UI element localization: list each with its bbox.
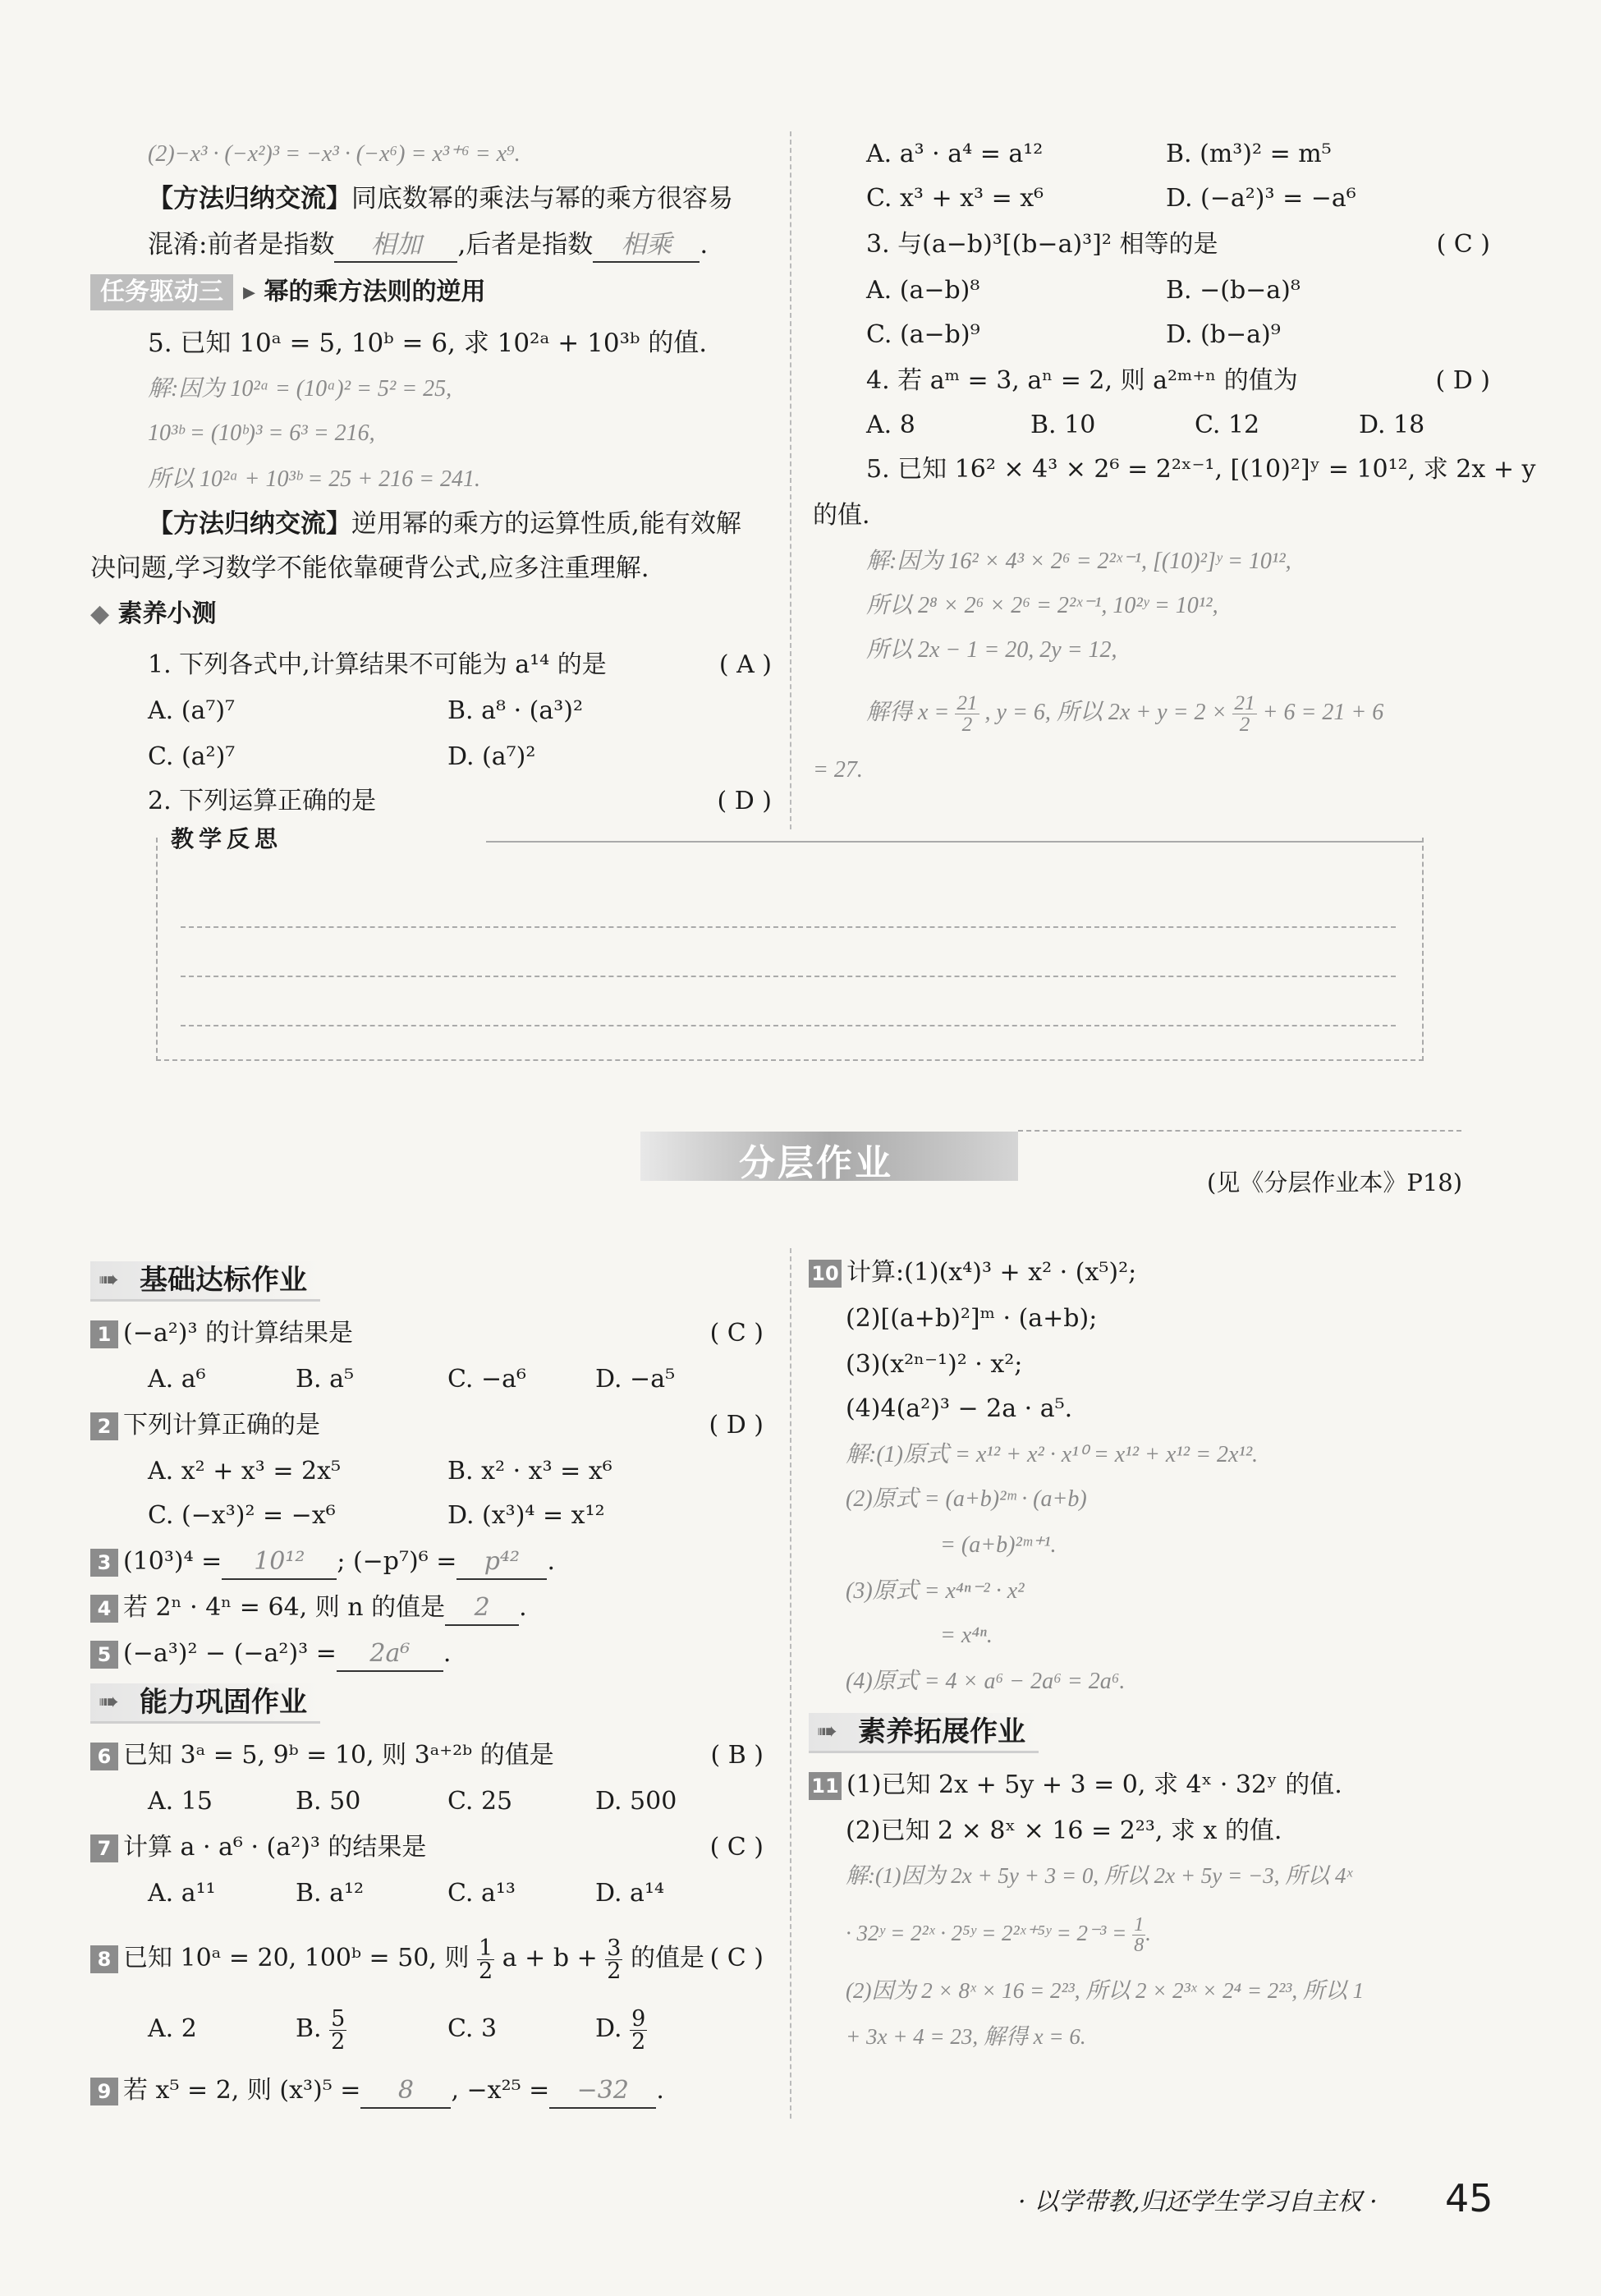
q6-option-b: B. 50 <box>296 1787 361 1816</box>
quiz5-sol2: 所以 2⁸ × 2⁶ × 2⁶ = 2²ˣ⁻¹, 10²ʸ = 10¹², <box>866 593 1218 618</box>
frac-num: 5 <box>331 2005 346 2032</box>
q2-row <box>90 1409 764 1445</box>
quiz3-option-b: B. −(b−a)⁸ <box>1166 276 1301 305</box>
number-badge-10: 10 <box>809 1260 842 1288</box>
quiz1-option-d: D. (a⁷)² <box>447 742 536 771</box>
method1-text-d: . <box>700 230 709 259</box>
q5-row <box>90 1637 451 1672</box>
q4-row <box>90 1591 527 1626</box>
q7-option-a: A. a¹¹ <box>148 1879 216 1908</box>
fraction-3-2 <box>605 1937 622 1982</box>
q3-text-b: ; (−p⁷)⁶ = <box>337 1547 457 1576</box>
quiz1-row <box>148 649 772 685</box>
frac-num: 9 <box>631 2005 646 2032</box>
q7-option-b: B. a¹² <box>296 1879 365 1908</box>
quiz5-sol4-c: + 6 = 21 + 6 <box>1262 700 1384 725</box>
quiz2-text: 2. 下列运算正确的是 <box>148 787 377 815</box>
quiz1-option-b: B. a⁸ · (a³)² <box>447 696 583 725</box>
quiz2-option-b: B. (m³)² = m⁵ <box>1166 140 1332 168</box>
task3-heading <box>90 274 486 310</box>
quiz4-options <box>866 409 1490 445</box>
quiz1-option-a: A. (a⁷)⁷ <box>148 696 236 725</box>
number-badge-4: 4 <box>90 1595 118 1623</box>
q6-answer: ( B ) <box>710 1741 764 1770</box>
number-badge-6: 6 <box>90 1743 118 1770</box>
q9-text-a: 若 x⁵ = 2, 则 (x³)⁵ = <box>123 2076 361 2105</box>
q2-options-1 <box>148 1455 772 1491</box>
reflection-top-rule <box>486 841 1422 843</box>
q9-row <box>90 2074 664 2109</box>
q2-option-b: B. x² · x³ = x⁶ <box>447 1457 612 1486</box>
frac-num: 1 <box>479 1935 493 1961</box>
q11-row <box>809 1769 1342 1802</box>
q2-option-d: D. (x³)⁴ = x¹² <box>447 1501 605 1530</box>
q3-blank-2: p⁴² <box>456 1545 547 1580</box>
frac-num: 3 <box>607 1935 622 1961</box>
q3-text-a: (10³)⁴ = <box>123 1547 222 1576</box>
q8-option-d <box>595 2000 647 2058</box>
q8-answer: ( C ) <box>709 1944 764 1972</box>
q8-option-c: C. 3 <box>447 2014 498 2043</box>
q5-text: 5. 已知 10ᵃ = 5, 10ᵇ = 6, 求 10²ᵃ + 10³ᵇ 的值. <box>148 328 708 358</box>
frac-num: 1 <box>1134 1913 1145 1936</box>
reflection-box <box>156 825 1424 1061</box>
q7-option-c: C. a¹³ <box>447 1879 516 1908</box>
pencil-arrow-icon: ➠ <box>99 1265 120 1294</box>
q4-text-a: 若 2ⁿ · 4ⁿ = 64, 则 n 的值是 <box>123 1593 446 1622</box>
method2-text-a: 逆用幂的乘方的运算性质,能有效解 <box>351 509 741 539</box>
q2-option-c: C. (−x³)² = −x⁶ <box>148 1501 336 1530</box>
q7-options <box>148 1877 772 1913</box>
number-badge-8: 8 <box>90 1945 118 1973</box>
q11-sol3: (2)因为 2 × 8ˣ × 16 = 2²³, 所以 2 × 2³ˣ × 2⁴ = 2²³, 所以 1 <box>846 1978 1365 2003</box>
ability-title: 能力巩固作业 <box>140 1686 307 1719</box>
banner-rule <box>1018 1130 1461 1132</box>
fraction-1-2 <box>477 1937 494 1982</box>
q2-options-2 <box>148 1499 772 1536</box>
q10-row <box>809 1256 1136 1289</box>
column-divider-bottom <box>790 1248 791 2119</box>
column-divider-top <box>790 131 791 829</box>
q11-sol1: 解:(1)因为 2x + 5y + 3 = 0, 所以 2x + 5y = −3, 所以 4ˣ <box>846 1863 1353 1888</box>
q9-blank-2: −32 <box>549 2074 656 2109</box>
q1-option-a: A. a⁶ <box>148 1365 206 1394</box>
q10-text: 计算:(1)(x⁴)³ + x² · (x⁵)²; <box>846 1258 1137 1287</box>
quiz2-row <box>148 785 772 821</box>
quiz4-answer: ( D ) <box>1435 366 1490 395</box>
q10-sol3b: = x⁴ⁿ. <box>940 1623 993 1648</box>
quiz3-options-2 <box>866 319 1490 355</box>
ability-heading <box>90 1683 320 1724</box>
extension-title: 素养拓展作业 <box>858 1715 1025 1748</box>
extension-heading <box>809 1713 1039 1753</box>
quiz2-options-2 <box>866 182 1490 218</box>
number-badge-11: 11 <box>809 1772 842 1800</box>
q11-sol4: + 3x + 4 = 23, 解得 x = 6. <box>846 2024 1086 2049</box>
page-number: 45 <box>1445 2176 1493 2220</box>
quiz4-option-c: C. 12 <box>1195 411 1260 439</box>
q8-option-d-label: D. <box>595 2014 622 2043</box>
quiz3-text: 3. 与(a−b)³[(b−a)³]² 相等的是 <box>866 230 1218 259</box>
q1-option-d: D. −a⁵ <box>595 1365 676 1394</box>
q4-text-b: . <box>519 1593 527 1622</box>
banner-title: 分层作业 <box>739 1142 893 1184</box>
frac-den: 2 <box>607 1958 622 1984</box>
quiz2-option-a: A. a³ · a⁴ = a¹² <box>866 140 1044 168</box>
quiz5-text-a: 5. 已知 16² × 4³ × 2⁶ = 2²ˣ⁻¹, [(10)²]ʸ = 10¹², 求 2x + y <box>866 455 1536 484</box>
quiz5-sol3: 所以 2x − 1 = 20, 2y = 12, <box>866 637 1117 663</box>
quiz4-option-b: B. 10 <box>1030 411 1096 439</box>
q7-row <box>90 1831 764 1867</box>
q8-text-a: 已知 10ᵃ = 20, 100ᵇ = 50, 则 <box>123 1944 470 1972</box>
number-badge-9: 9 <box>90 2078 118 2105</box>
q2-text: 下列计算正确的是 <box>123 1411 320 1440</box>
quiz1-option-c: C. (a²)⁷ <box>148 742 236 771</box>
number-badge-2: 2 <box>90 1412 118 1440</box>
number-badge-5: 5 <box>90 1641 118 1669</box>
basic-heading <box>90 1261 320 1302</box>
quiz5-sol4 <box>866 688 1383 737</box>
reflection-line-2 <box>181 976 1396 977</box>
pencil-arrow-icon: ➠ <box>817 1717 838 1746</box>
quiz4-option-a: A. 8 <box>866 411 915 439</box>
q11-part1: (1)已知 2x + 5y + 3 = 0, 求 4ˣ · 32ʸ 的值. <box>846 1770 1342 1799</box>
quiz3-option-d: D. (b−a)⁹ <box>1166 320 1281 349</box>
reflection-line-1 <box>181 926 1396 928</box>
frac-den: 2 <box>961 714 973 737</box>
q5-sol2: 10³ᵇ = (10ᵇ)³ = 6³ = 216, <box>148 420 375 446</box>
quiz5-sol4-b: , y = 6, 所以 2x + y = 2 × <box>984 700 1227 725</box>
quiz1-options-2 <box>148 741 772 777</box>
frac-den: 2 <box>1239 714 1250 737</box>
q8-option-b <box>296 2000 346 2058</box>
task3-title: 幂的乘方法则的逆用 <box>264 278 486 306</box>
quiz3-answer: ( C ) <box>1436 230 1490 259</box>
q3-blank-1: 10¹² <box>222 1545 337 1580</box>
method1-line2 <box>148 228 708 263</box>
q5-sol3: 所以 10²ᵃ + 10³ᵇ = 25 + 216 = 241. <box>148 466 481 492</box>
q3-text-c: . <box>547 1547 555 1576</box>
q5-text-b: . <box>443 1639 452 1668</box>
q7-option-d: D. a¹⁴ <box>595 1879 664 1908</box>
q1-answer: ( C ) <box>709 1319 764 1348</box>
task3-tag: 任务驱动三 <box>90 274 233 310</box>
quiz-heading <box>90 596 217 632</box>
quiz4-option-d: D. 18 <box>1359 411 1425 439</box>
quiz5-sol1: 解:因为 16² × 4³ × 2⁶ = 2²ˣ⁻¹, [(10)²]ʸ = 10¹², <box>866 549 1291 574</box>
q10-sol3: (3)原式 = x⁴ⁿ⁻² · x² <box>846 1578 1025 1604</box>
q6-option-a: A. 15 <box>148 1787 213 1816</box>
quiz-title: 素养小测 <box>117 599 217 628</box>
method1-text-a: 同底数幂的乘法与幂的乘方很容易 <box>351 184 733 214</box>
frac-num: 21 <box>956 691 978 714</box>
q8-option-b-label: B. <box>296 2014 322 2043</box>
q6-row <box>90 1739 764 1775</box>
q10-part3: (3)(x²ⁿ⁻¹)² · x²; <box>846 1350 1023 1379</box>
method2-label: 【方法归纳交流】 <box>148 509 351 539</box>
quiz2-option-c: C. x³ + x³ = x⁶ <box>866 184 1044 213</box>
q8-options <box>148 2000 772 2058</box>
quiz1-text: 1. 下列各式中,计算结果不可能为 a¹⁴ 的是 <box>148 650 607 679</box>
frac-den: 8 <box>1134 1934 1145 1957</box>
q10-sol2b: = (a+b)²ᵐ⁺¹. <box>940 1532 1057 1558</box>
footer-slogan: · 以学带教,归还学生学习自主权 · <box>1018 2188 1378 2216</box>
quiz3-option-a: A. (a−b)⁸ <box>866 276 980 305</box>
q1-options <box>148 1363 772 1399</box>
q1-option-c: C. −a⁶ <box>447 1365 527 1394</box>
q5-sol1: 解:因为 10²ᵃ = (10ᵃ)² = 5² = 25, <box>148 376 452 402</box>
q2-option-a: A. x² + x³ = 2x⁵ <box>148 1457 342 1486</box>
frac-den: 2 <box>331 2028 346 2055</box>
q3-row <box>90 1545 555 1580</box>
q11-sol2 <box>846 1907 1151 1959</box>
q9-blank-1: 8 <box>360 2074 451 2109</box>
method1-blank1: 相加 <box>334 228 457 263</box>
quiz3-row <box>866 228 1490 264</box>
q9-text-c: . <box>656 2076 664 2105</box>
basic-title: 基础达标作业 <box>140 1264 307 1297</box>
q10-part4: (4)4(a²)³ − 2a · a⁵. <box>846 1394 1073 1423</box>
method1-blank2: 相乘 <box>593 228 700 263</box>
q8-option-a: A. 2 <box>148 2014 197 2043</box>
q9-text-b: , −x²⁵ = <box>451 2076 550 2105</box>
frac-den: 2 <box>479 1958 493 1984</box>
diamond-icon: ◆ <box>90 599 110 628</box>
q10-part2: (2)[(a+b)²]ᵐ · (a+b); <box>846 1304 1098 1333</box>
q4-blank: 2 <box>445 1591 519 1626</box>
fraction-1-8 <box>1132 1915 1145 1956</box>
method1-line1 <box>148 182 733 215</box>
method2-line1 <box>148 507 741 540</box>
q7-answer: ( C ) <box>709 1833 764 1862</box>
q10-sol1: 解:(1)原式 = x¹² + x² · x¹⁰ = x¹² + x¹² = 2x¹². <box>846 1442 1259 1467</box>
q1-option-b: B. a⁵ <box>296 1365 355 1394</box>
number-badge-1: 1 <box>90 1320 118 1348</box>
quiz2-option-d: D. (−a²)³ = −a⁶ <box>1166 184 1356 213</box>
q1-row <box>90 1317 764 1353</box>
q7-text: 计算 a · a⁶ · (a²)³ 的结果是 <box>123 1833 427 1862</box>
quiz1-answer: ( A ) <box>718 650 772 679</box>
quiz5-sol5: = 27. <box>813 757 863 783</box>
q10-sol2: (2)原式 = (a+b)²ᵐ · (a+b) <box>846 1486 1087 1512</box>
q8-text-b: a + b + <box>502 1944 598 1972</box>
frac-num: 21 <box>1234 691 1255 714</box>
reflection-line-3 <box>181 1025 1396 1026</box>
reflection-title: 教学反思 <box>171 821 291 854</box>
method1-text-b: 混淆:前者是指数 <box>148 230 335 259</box>
task3-arrow-icon: ▸ <box>243 278 256 306</box>
q1-text: (−a²)³ 的计算结果是 <box>123 1319 354 1348</box>
quiz2-options-1 <box>866 138 1490 174</box>
q8-row <box>90 1930 764 1987</box>
q2-answer: ( D ) <box>709 1411 764 1440</box>
quiz3-option-c: C. (a−b)⁹ <box>866 320 980 349</box>
fraction-21-2 <box>955 693 979 735</box>
quiz2-answer: ( D ) <box>717 787 772 815</box>
homework-reference: (见《分层作业本》P18) <box>1207 1169 1463 1196</box>
fraction-5-2 <box>329 2005 346 2055</box>
method1-text-c: ,后者是指数 <box>457 230 594 259</box>
q6-option-c: C. 25 <box>447 1787 513 1816</box>
q11-sol2-a: · 32ʸ = 2²ˣ · 2⁵ʸ = 2²ˣ⁺⁵ʸ = 2⁻³ = <box>846 1921 1127 1945</box>
q6-options <box>148 1785 772 1821</box>
q11-part2: (2)已知 2 × 8ˣ × 16 = 2²³, 求 x 的值. <box>846 1816 1282 1845</box>
q10-sol4: (4)原式 = 4 × a⁶ − 2a⁶ = 2a⁶. <box>846 1669 1126 1694</box>
q8-text-c: 的值是 <box>631 1944 704 1972</box>
q6-text: 已知 3ᵃ = 5, 9ᵇ = 10, 则 3ᵃ⁺²ᵇ 的值是 <box>123 1741 554 1770</box>
quiz1-options-1 <box>148 695 772 731</box>
fraction-9-2 <box>630 2005 647 2055</box>
method1-label: 【方法归纳交流】 <box>148 184 351 214</box>
pencil-arrow-icon: ➠ <box>99 1688 120 1716</box>
quiz5-sol4-a: 解得 x = <box>866 700 950 725</box>
quiz4-row <box>866 365 1490 401</box>
q11-sol2-b: . <box>1145 1921 1151 1945</box>
q5-text-a: (−a³)² − (−a²)³ = <box>123 1639 337 1668</box>
quiz3-options-1 <box>866 274 1490 310</box>
method2-line2: 决问题,学习数学不能依靠硬背公式,应多注重理解. <box>90 553 649 583</box>
q5-blank: 2a⁶ <box>337 1637 443 1672</box>
quiz4-text: 4. 若 aᵐ = 3, aⁿ = 2, 则 a²ᵐ⁺ⁿ 的值为 <box>866 366 1298 395</box>
quiz5-text-b: 的值. <box>813 501 870 530</box>
q6-option-d: D. 500 <box>595 1787 677 1816</box>
number-badge-7: 7 <box>90 1835 118 1862</box>
q4-2-solution: (2)−x³ · (−x²)³ = −x³ · (−x⁶) = x³⁺⁶ = x⁹. <box>148 141 521 167</box>
number-badge-3: 3 <box>90 1549 118 1577</box>
frac-den: 2 <box>631 2028 646 2055</box>
fraction-21-2b <box>1232 693 1256 735</box>
